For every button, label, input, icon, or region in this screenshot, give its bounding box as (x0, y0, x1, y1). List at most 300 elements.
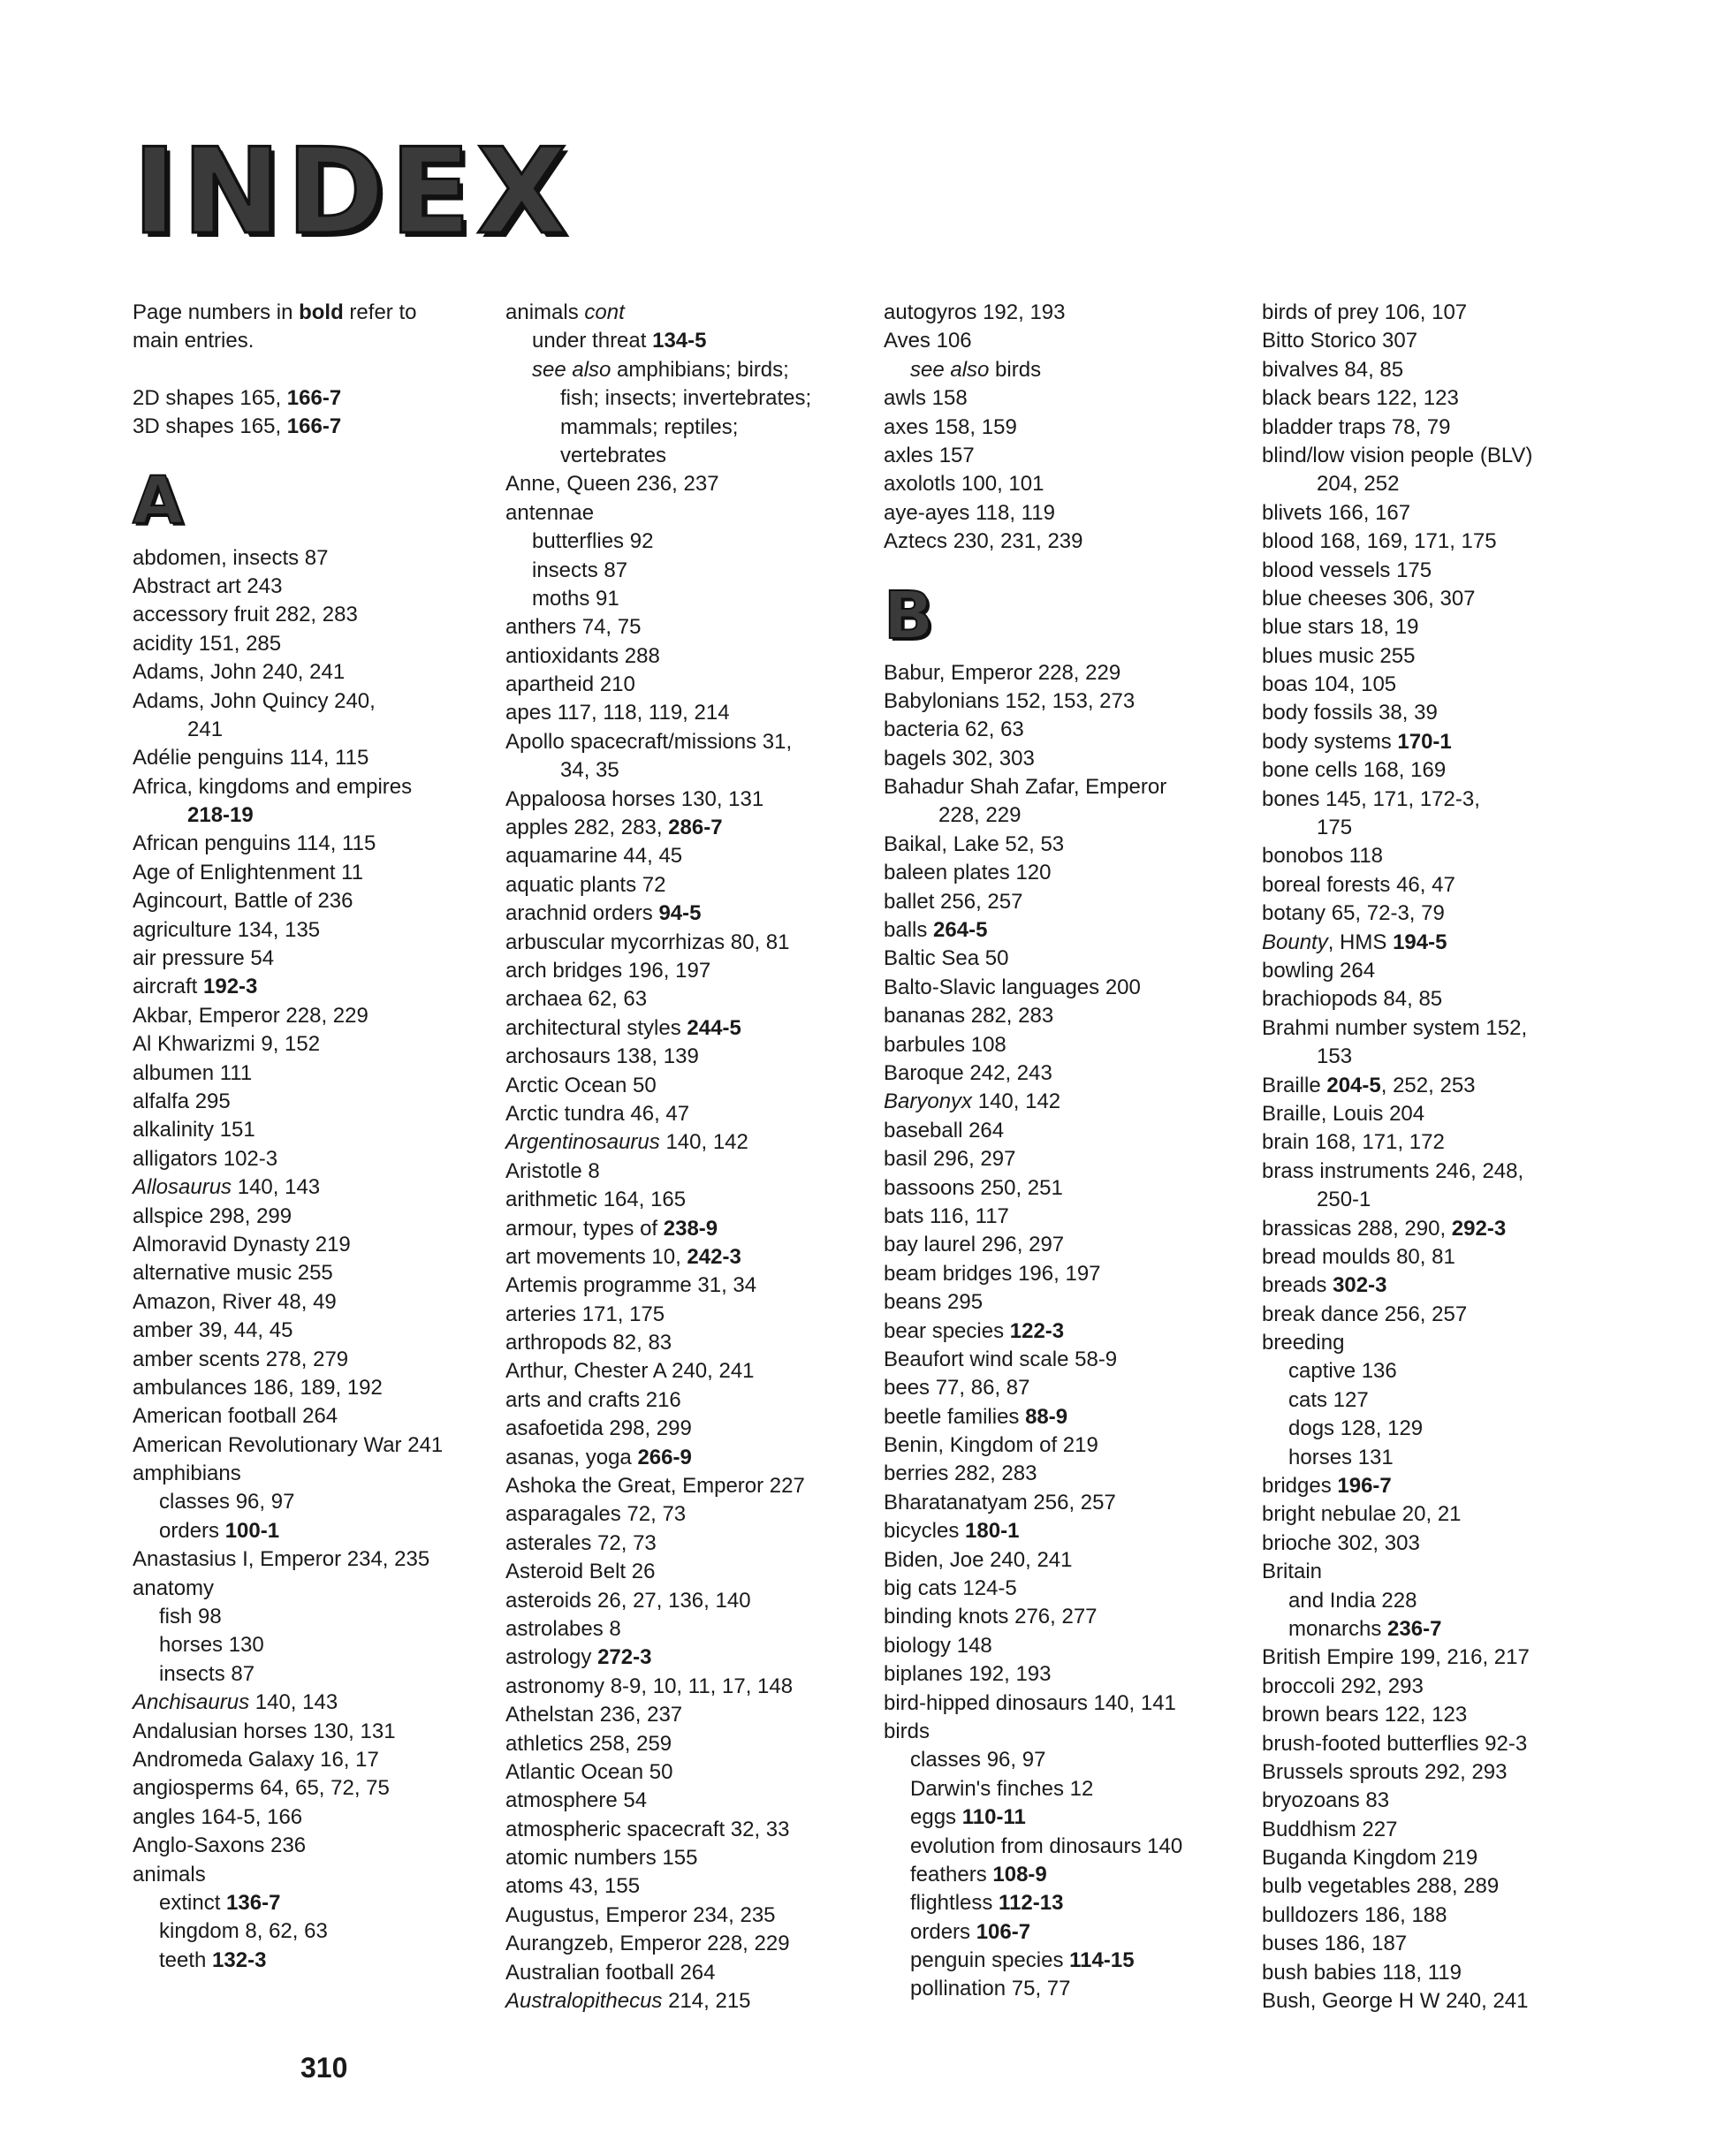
index-entry (1262, 1072, 1532, 1100)
index-entry (133, 744, 443, 772)
main-entry-pages: 170-1 (1397, 729, 1452, 754)
index-entry (133, 859, 443, 887)
entry-text: captive 136 (1288, 1359, 1397, 1384)
main-entry-pages: 266-9 (637, 1445, 692, 1469)
index-entry (884, 1374, 1182, 1402)
entry-text: bryozoans 83 (1262, 1788, 1390, 1813)
index-entry (505, 1730, 811, 1758)
index-entry (884, 1575, 1182, 1603)
index-entry (133, 1947, 443, 1975)
entry-text: asanas, yoga (505, 1445, 638, 1469)
entry-text: horses 131 (1288, 1445, 1394, 1469)
index-entry (1262, 985, 1532, 1013)
index-entry (133, 716, 443, 744)
index-entry (884, 1031, 1182, 1059)
entry-pages: 140, 143 (249, 1690, 338, 1715)
entry-text: bassoons 250, 251 (884, 1175, 1063, 1200)
entry-text: brassicas 288, 290, (1262, 1216, 1452, 1241)
index-entry (505, 1215, 811, 1243)
entry-text: arthropods 82, 83 (505, 1331, 672, 1355)
index-entry (133, 1774, 443, 1803)
index-entry (505, 1959, 811, 1987)
index-entry (884, 1546, 1182, 1575)
index-entry (505, 1329, 811, 1357)
entry-text: Andalusian horses 130, 131 (133, 1719, 396, 1743)
entry-text: cats 127 (1288, 1387, 1369, 1412)
entry-pages: birds (989, 357, 1042, 382)
index-entry (884, 1174, 1182, 1203)
entry-text: dogs 128, 129 (1288, 1416, 1424, 1441)
index-entry (133, 1116, 443, 1144)
entry-text: Darwin's finches 12 (910, 1776, 1094, 1801)
entry-text: Agincourt, Battle of 236 (133, 889, 353, 914)
index-entry (505, 842, 811, 870)
index-entry (1262, 1844, 1532, 1872)
index-entry (505, 1072, 811, 1100)
entry-text: athletics 258, 259 (505, 1731, 672, 1756)
entry-text: blivets 166, 167 (1262, 500, 1411, 525)
index-entry (133, 1374, 443, 1402)
index-entry (133, 1889, 443, 1917)
index-entry (133, 1231, 443, 1259)
entry-text: Almoravid Dynasty 219 (133, 1232, 351, 1256)
index-entry (133, 544, 443, 573)
index-entry (1262, 1386, 1532, 1415)
index-entry (884, 1346, 1182, 1374)
main-entry-pages: 112-13 (999, 1891, 1064, 1916)
index-entry (133, 1689, 443, 1717)
entry-text: animals (505, 300, 585, 324)
entry-text: apples 282, 283, (505, 816, 669, 840)
entry-text: Bharatanatyam 256, 257 (884, 1490, 1116, 1515)
entry-text: bagels 302, 303 (884, 746, 1035, 771)
main-entry-pages: 122-3 (1009, 1318, 1065, 1343)
entry-text: birds (884, 1719, 930, 1743)
main-entry-pages: 88-9 (1025, 1404, 1068, 1429)
entry-text: American Revolutionary War 241 (133, 1432, 444, 1457)
entry-pages: 140, 142 (972, 1089, 1061, 1114)
entry-text: breads (1262, 1273, 1333, 1298)
entry-text: asterales 72, 73 (505, 1530, 657, 1555)
index-entry (133, 327, 443, 355)
entry-text: brachiopods 84, 85 (1262, 987, 1443, 1012)
entry-text: mammals; reptiles; (560, 414, 739, 439)
entry-text: barbules 108 (884, 1032, 1006, 1057)
index-entry (884, 659, 1182, 687)
main-entry-pages: 166-7 (286, 414, 342, 439)
entry-text: amber scents 278, 279 (133, 1347, 349, 1371)
entry-text: art movements 10, (505, 1244, 687, 1269)
entry-text: eggs (910, 1805, 962, 1830)
entry-text: kingdom 8, 62, 63 (159, 1919, 328, 1944)
index-entry (884, 1861, 1182, 1889)
entry-text: Balto-Slavic languages 200 (884, 975, 1141, 999)
entry-text: aircraft (133, 975, 204, 999)
entry-text: Bitto Storico 307 (1262, 329, 1418, 353)
index-entry (884, 1460, 1182, 1488)
entry-pages: refer to (343, 300, 417, 324)
index-entry (1262, 327, 1532, 355)
index-entry (1262, 1186, 1532, 1214)
main-entry-pages: 218-19 (187, 803, 254, 828)
index-entry (1262, 814, 1532, 842)
entry-text: 34, 35 (560, 758, 619, 783)
index-entry (1262, 699, 1532, 727)
entry-text: moths 91 (532, 586, 619, 611)
index-entry (505, 613, 811, 641)
entry-text: Atlantic Ocean 50 (505, 1759, 673, 1784)
index-entry (505, 1701, 811, 1729)
spacer (133, 356, 443, 384)
entry-text: botany 65, 72-3, 79 (1262, 901, 1445, 926)
entry-text: beetle families (884, 1404, 1026, 1429)
main-entry-pages: 192-3 (203, 975, 258, 999)
entry-text: Anglo-Saxons 236 (133, 1833, 307, 1858)
main-entry-pages: 286-7 (668, 816, 723, 840)
entry-text: Allosaurus (133, 1175, 232, 1200)
index-entry (505, 442, 811, 470)
entry-text: evolution from dinosaurs 140 (910, 1833, 1183, 1858)
index-entry (1262, 900, 1532, 928)
entry-text: monarchs (1288, 1616, 1388, 1641)
index-entry (505, 470, 811, 498)
page-title: INDEX (133, 123, 573, 261)
entry-text: atoms 43, 155 (505, 1874, 641, 1899)
index-entry (133, 687, 443, 716)
entry-text: Anastasius I, Emperor 234, 235 (133, 1547, 430, 1572)
index-entry (505, 1472, 811, 1500)
index-entry (505, 1415, 811, 1443)
index-entry (884, 1833, 1182, 1861)
entry-text: classes 96, 97 (159, 1490, 295, 1515)
index-entry (133, 1030, 443, 1059)
main-entry-pages: 236-7 (1387, 1616, 1442, 1641)
entry-text: fish; insects; invertebrates; (560, 386, 812, 411)
entry-text: feathers (910, 1862, 993, 1886)
entry-text: bonobos 118 (1262, 844, 1384, 869)
index-entry (505, 1930, 811, 1958)
entry-text: balls (884, 918, 934, 943)
entry-text: animals (133, 1862, 206, 1886)
index-entry (133, 1746, 443, 1774)
entry-text: Al Khwarizmi 9, 152 (133, 1032, 321, 1057)
entry-text: brioche 302, 303 (1262, 1530, 1420, 1555)
entry-text: brown bears 122, 123 (1262, 1703, 1468, 1727)
entry-text: orders (910, 1919, 976, 1944)
entry-text: accessory fruit 282, 283 (133, 603, 358, 627)
index-entry (884, 414, 1182, 442)
index-entry (505, 1444, 811, 1472)
entry-text: bees 77, 86, 87 (884, 1376, 1030, 1401)
index-entry (1262, 1301, 1532, 1329)
index-entry (884, 1088, 1182, 1116)
entry-text: agriculture 134, 135 (133, 917, 321, 942)
index-entry (884, 1632, 1182, 1660)
main-entry-pages: 180-1 (965, 1519, 1020, 1544)
entry-text: extinct (159, 1890, 227, 1915)
index-entry (133, 1402, 443, 1431)
entry-pages: amphibians; birds; (611, 357, 789, 382)
entry-text: Buddhism 227 (1262, 1817, 1398, 1841)
index-entry (884, 1889, 1182, 1917)
entry-text: big cats 124-5 (884, 1576, 1017, 1601)
index-entry (884, 687, 1182, 716)
index-entry (884, 442, 1182, 470)
index-entry (1262, 356, 1532, 384)
index-entry (884, 299, 1182, 327)
entry-text: main entries. (133, 329, 254, 353)
index-entry (1262, 786, 1532, 814)
entry-text: Anne, Queen 236, 237 (505, 472, 719, 497)
index-entry (1262, 1701, 1532, 1729)
index-entry (1262, 1530, 1532, 1558)
entry-text: 241 (187, 717, 224, 741)
index-entry (133, 887, 443, 915)
index-entry (505, 1158, 811, 1186)
entry-text: buses 186, 187 (1262, 1932, 1408, 1956)
entry-text: Adams, John Quincy 240, (133, 688, 376, 713)
entry-text: vertebrates (560, 443, 667, 467)
main-entry-pages: 108-9 (992, 1862, 1047, 1886)
index-entry (505, 1500, 811, 1529)
page-number: 310 (300, 2052, 348, 2084)
index-entry (505, 1243, 811, 1272)
entry-text: Arctic tundra 46, 47 (505, 1101, 690, 1126)
index-entry (133, 1861, 443, 1889)
entry-text: see also (910, 357, 990, 382)
index-entry (505, 327, 811, 355)
index-entry (133, 1145, 443, 1173)
entry-text: penguin species (910, 1948, 1070, 1973)
entry-text: bowling 264 (1262, 958, 1376, 983)
entry-text: autogyros 192, 193 (884, 300, 1066, 324)
entry-text: 250-1 (1317, 1188, 1371, 1212)
entry-text: British Empire 199, 216, 217 (1262, 1645, 1530, 1670)
index-entry (884, 945, 1182, 973)
index-entry (505, 1644, 811, 1672)
entry-text: bright nebulae 20, 21 (1262, 1502, 1462, 1527)
index-entry (505, 1673, 811, 1701)
entry-text: Akbar, Emperor 228, 229 (133, 1003, 368, 1028)
index-entry (133, 1288, 443, 1317)
entry-text: Andromeda Galaxy 16, 17 (133, 1747, 379, 1772)
entry-text: insects 87 (532, 558, 628, 582)
index-entry (1262, 528, 1532, 556)
entry-text: bridges (1262, 1474, 1338, 1499)
index-entry (133, 916, 443, 945)
entry-text: aye-ayes 118, 119 (884, 500, 1055, 525)
index-entry (1262, 871, 1532, 900)
entry-text: basil 296, 297 (884, 1147, 1016, 1172)
entry-text: 175 (1317, 816, 1353, 840)
index-entry (884, 974, 1182, 1002)
index-entry (1262, 842, 1532, 870)
entry-text: Bush, George H W 240, 241 (1262, 1989, 1529, 2014)
index-entry (1262, 1558, 1532, 1586)
entry-text: apartheid 210 (505, 672, 635, 697)
main-entry-pages: 242-3 (687, 1244, 741, 1269)
index-entry (1262, 929, 1532, 957)
entry-text: Artemis programme 31, 34 (505, 1273, 757, 1298)
index-entry (884, 1403, 1182, 1431)
entry-text: bear species (884, 1318, 1010, 1343)
index-entry (133, 1346, 443, 1374)
entry-text: angles 164-5, 166 (133, 1804, 303, 1829)
entry-text: acidity 151, 285 (133, 631, 282, 656)
entry-text: boreal forests 46, 47 (1262, 872, 1455, 897)
index-entry (133, 973, 443, 1001)
entry-text: Aztecs 230, 231, 239 (884, 529, 1083, 554)
index-entry (1262, 470, 1532, 498)
index-entry (884, 773, 1182, 801)
main-entry-pages: 204-5 (1326, 1073, 1381, 1097)
entry-text: breeding (1262, 1331, 1345, 1355)
index-entry (133, 1488, 443, 1516)
index-entry (133, 830, 443, 858)
index-entry (505, 1558, 811, 1586)
entry-text: arch bridges 196, 197 (505, 958, 711, 983)
main-entry-pages: 94-5 (658, 901, 702, 926)
entry-text: blood 168, 169, 171, 175 (1262, 529, 1497, 554)
entry-text: Ashoka the Great, Emperor 227 (505, 1474, 805, 1499)
entry-text: abdomen, insects 87 (133, 545, 329, 570)
entry-text: birds of prey 106, 107 (1262, 300, 1468, 324)
section-letter: B (884, 577, 934, 654)
index-entry (133, 1545, 443, 1574)
entry-text: 3D shapes 165, (133, 414, 287, 439)
index-column-3 (884, 299, 1182, 2004)
index-entry (884, 1746, 1182, 1774)
entry-text: blue stars 18, 19 (1262, 615, 1419, 640)
index-entry (133, 1317, 443, 1345)
entry-text: Babur, Emperor 228, 229 (884, 660, 1121, 685)
index-entry (884, 528, 1182, 556)
entry-text: aquamarine 44, 45 (505, 844, 683, 869)
entry-text: Beaufort wind scale 58-9 (884, 1347, 1118, 1371)
entry-pages: , 252, 253 (1380, 1073, 1476, 1097)
index-entry (133, 1203, 443, 1231)
index-entry (1262, 1615, 1532, 1644)
index-entry (505, 1357, 811, 1385)
entry-text: Page numbers in (133, 300, 300, 324)
entry-text: bush babies 118, 119 (1262, 1960, 1462, 1985)
index-entry (1262, 1444, 1532, 1472)
index-entry (133, 299, 443, 327)
entry-text: antioxidants 288 (505, 643, 660, 668)
entry-text: Baroque 242, 243 (884, 1060, 1052, 1085)
index-entry (133, 630, 443, 658)
entry-text: beam bridges 196, 197 (884, 1261, 1101, 1286)
index-entry (505, 786, 811, 814)
entry-text: amber 39, 44, 45 (133, 1318, 293, 1343)
entry-text: 228, 229 (938, 803, 1022, 828)
entry-text: Benin, Kingdom of 219 (884, 1433, 1098, 1458)
entry-text: bulldozers 186, 188 (1262, 1902, 1447, 1927)
entry-text: and India 228 (1288, 1588, 1417, 1613)
index-entry (1262, 1872, 1532, 1901)
entry-text: bivalves 84, 85 (1262, 357, 1404, 382)
index-entry (1262, 1128, 1532, 1157)
entry-text: Anchisaurus (133, 1690, 250, 1715)
index-entry (505, 499, 811, 528)
entry-text: 2D shapes 165, (133, 385, 287, 410)
index-entry (133, 1088, 443, 1116)
entry-pages: , HMS (1327, 930, 1394, 954)
index-entry (1262, 642, 1532, 671)
entry-text: brain 168, 171, 172 (1262, 1130, 1445, 1155)
entry-text: 153 (1317, 1044, 1353, 1069)
index-entry (1262, 1758, 1532, 1787)
index-entry (505, 1272, 811, 1300)
index-entry (1262, 1930, 1532, 1958)
entry-text: Buganda Kingdom 219 (1262, 1846, 1478, 1871)
index-entry (133, 945, 443, 973)
entry-text: arbuscular mycorrhizas 80, 81 (505, 930, 790, 954)
index-entry (1262, 1787, 1532, 1815)
index-entry (1262, 1100, 1532, 1128)
main-entry-pages: 196-7 (1337, 1474, 1392, 1499)
entry-text: axles 157 (884, 443, 975, 467)
index-entry (1262, 557, 1532, 585)
entry-text: apes 117, 118, 119, 214 (505, 701, 730, 725)
entry-text: Babylonians 152, 153, 273 (884, 688, 1136, 713)
index-entry (884, 1203, 1182, 1231)
entry-text: Arthur, Chester A 240, 241 (505, 1359, 755, 1384)
index-entry (505, 356, 811, 384)
entry-text: atmosphere 54 (505, 1788, 648, 1813)
index-entry (505, 1902, 811, 1930)
entry-pages: 140, 142 (659, 1130, 748, 1155)
index-entry (884, 1918, 1182, 1947)
index-entry (884, 327, 1182, 355)
entry-text: alfalfa 295 (133, 1089, 231, 1113)
index-entry (884, 1975, 1182, 2003)
entry-text: body fossils 38, 39 (1262, 701, 1438, 725)
index-entry (505, 1816, 811, 1844)
index-entry (1262, 1415, 1532, 1443)
index-entry (133, 1460, 443, 1488)
entry-text: blind/low vision people (BLV) (1262, 443, 1533, 467)
entry-text: see also (532, 357, 611, 382)
entry-text: Argentinosaurus (505, 1130, 660, 1155)
index-entry (505, 1301, 811, 1329)
entry-text: under threat (532, 329, 653, 353)
entry-text: Africa, kingdoms and empires (133, 774, 413, 799)
index-entry (133, 801, 443, 830)
entry-text: break dance 256, 257 (1262, 1302, 1468, 1326)
entry-text: atmospheric spacecraft 32, 33 (505, 1817, 790, 1841)
entry-text: classes 96, 97 (910, 1748, 1046, 1773)
index-entry (884, 1489, 1182, 1517)
index-entry (884, 470, 1182, 498)
index-entry (1262, 1215, 1532, 1243)
entry-text: asafoetida 298, 299 (505, 1416, 692, 1441)
index-entry (133, 1660, 443, 1689)
entry-text: Australian football 264 (505, 1960, 716, 1985)
entry-text: anthers 74, 75 (505, 615, 642, 640)
index-entry (505, 1587, 811, 1615)
index-entry (505, 900, 811, 928)
entry-text: anatomy (133, 1575, 215, 1600)
entry-text: axes 158, 159 (884, 414, 1017, 439)
index-entry (505, 671, 811, 699)
entry-text: flightless (910, 1891, 999, 1916)
entry-text: Age of Enlightenment 11 (133, 860, 364, 884)
index-entry (884, 1660, 1182, 1689)
entry-text: Baryonyx (884, 1089, 973, 1114)
entry-text: Australopithecus (505, 1989, 663, 2014)
index-entry (133, 773, 443, 801)
